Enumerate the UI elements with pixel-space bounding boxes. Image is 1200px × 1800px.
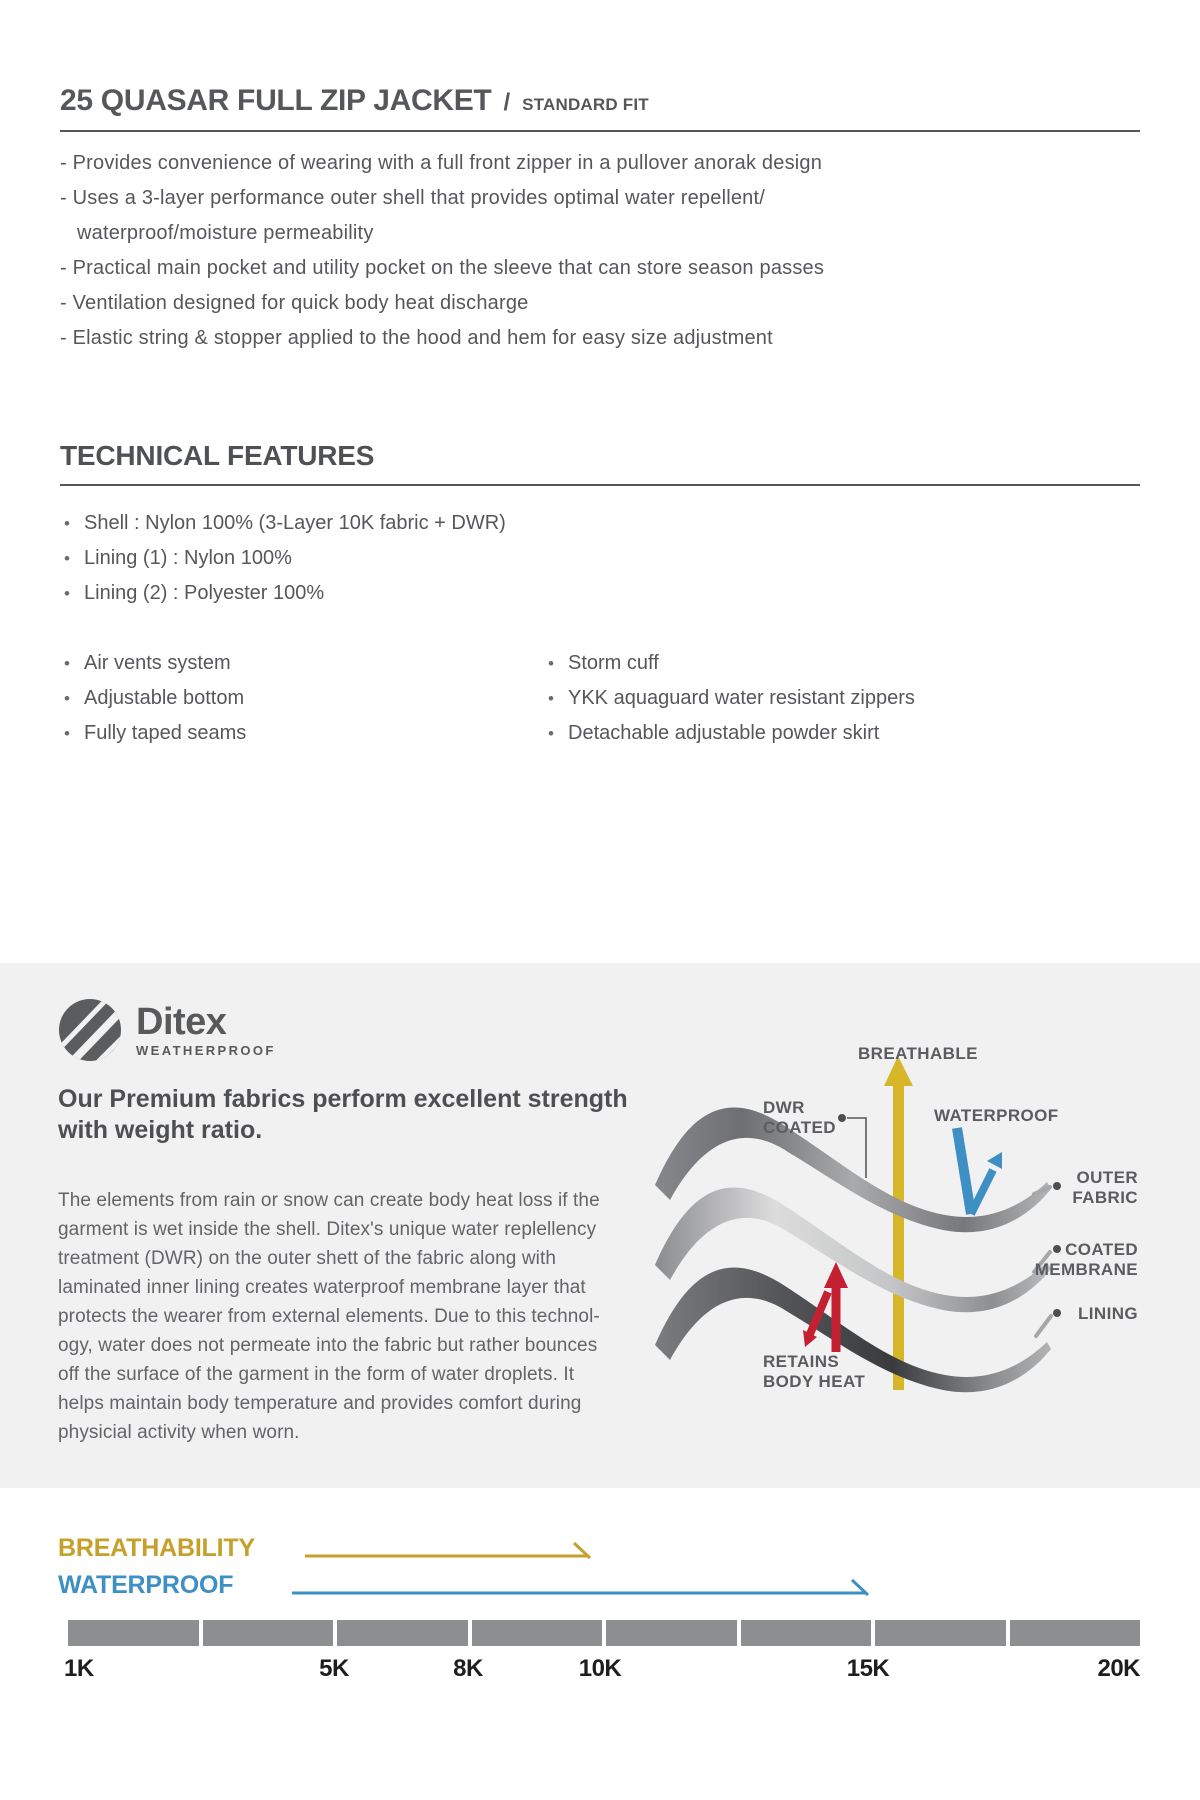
- material-item: • Shell : Nylon 100% (3-Layer 10K fabric + DWR): [64, 506, 506, 541]
- label-dwr-line1: DWR: [763, 1098, 805, 1117]
- label-coated-membrane: [1035, 1240, 1138, 1280]
- paragraph-line: laminated inner lining creates waterproof membrane layer that: [58, 1277, 586, 1298]
- premium-heading-line2: with weight ratio.: [58, 1116, 263, 1144]
- feature-item: • Air vents system: [64, 646, 548, 681]
- feature-item: • Storm cuff: [548, 646, 915, 681]
- technical-features-header: [60, 440, 1140, 486]
- ditex-logo-icon: [58, 998, 122, 1062]
- scale-pointer-lines: [0, 1520, 1200, 1620]
- ditex-logo: [58, 998, 276, 1062]
- ditex-logo-text: [136, 1000, 276, 1058]
- scale-tick-5k: 5K: [319, 1655, 349, 1682]
- premium-heading: [58, 1084, 628, 1146]
- paragraph-line: helps maintain body temperature and provides comfort during: [58, 1393, 582, 1414]
- label-retains-line2: BODY HEAT: [763, 1372, 866, 1391]
- scale-segment: [68, 1620, 199, 1646]
- scale-tick-20k: 20K: [1097, 1655, 1140, 1682]
- paragraph-line: off the surface of the garment in the form of water droplets. It: [58, 1364, 575, 1385]
- premium-heading-line1: Our Premium fabrics perform excellent strength: [58, 1085, 628, 1113]
- scale-segment: [875, 1620, 1006, 1646]
- brand-subtitle: WEATHERPROOF: [136, 1042, 276, 1058]
- scale-segment: [741, 1620, 872, 1646]
- materials-list: [64, 506, 506, 611]
- label-dwr-line2: COATED: [763, 1118, 836, 1137]
- intro-line: - Provides convenience of wearing with a full front zipper in a pullover anorak design: [60, 152, 823, 174]
- label-retains-line1: RETAINS: [763, 1352, 840, 1371]
- section-title: TECHNICAL FEATURES: [60, 440, 375, 471]
- fit-label: STANDARD FIT: [522, 95, 649, 114]
- scale-tick-10k: 10K: [578, 1655, 622, 1682]
- scale-segment: [606, 1620, 737, 1646]
- product-header: [60, 84, 1140, 132]
- label-lining: LINING: [1077, 1304, 1138, 1323]
- waterproof-label: WATERPROOF: [58, 1571, 234, 1599]
- label-outer-line2: FABRIC: [1072, 1188, 1138, 1207]
- paragraph-line: ogy, water does not permeate into the fabric but rather bounces: [58, 1335, 598, 1356]
- breathable-arrow-shaft: [893, 1078, 904, 1390]
- feature-item: • Fully taped seams: [64, 716, 548, 751]
- label-waterproof: WATERPROOF: [934, 1106, 1059, 1125]
- label-dwr-coated: [763, 1098, 836, 1138]
- label-outer-fabric: [1072, 1168, 1138, 1208]
- intro-line: - Uses a 3-layer performance outer shell that provides optimal water repellent/: [60, 187, 766, 209]
- feature-columns: [64, 646, 1144, 751]
- label-breathable: BREATHABLE: [858, 1044, 978, 1063]
- material-item: • Lining (2) : Polyester 100%: [64, 576, 506, 611]
- label-membrane-line2: MEMBRANE: [1034, 1260, 1138, 1279]
- fabric-layers-diagram: [600, 1030, 1200, 1410]
- paragraph-line: treatment (DWR) on the outer shett of the fabric along with: [58, 1248, 557, 1269]
- label-outer-line1: OUTER: [1076, 1168, 1138, 1187]
- scale-segment: [337, 1620, 468, 1646]
- brand-name: Ditex: [136, 1000, 227, 1043]
- breathability-label: BREATHABILITY: [58, 1534, 255, 1562]
- scale-segment: [472, 1620, 603, 1646]
- intro-line: - Elastic string & stopper applied to the hood and hem for easy size adjustment: [60, 327, 773, 349]
- technology-paragraph: [58, 1186, 600, 1447]
- material-item: • Lining (1) : Nylon 100%: [64, 541, 506, 576]
- scale-tick-15k: 15K: [846, 1655, 890, 1682]
- feature-column-left: [64, 646, 548, 751]
- intro-feature-list: [60, 146, 824, 356]
- label-retains-body-heat: [763, 1352, 865, 1392]
- scale-segment: [1010, 1620, 1141, 1646]
- feature-item: • YKK aquaguard water resistant zippers: [548, 681, 915, 716]
- waterproof-arrow: [957, 1128, 1002, 1214]
- feature-item: • Detachable adjustable powder skirt: [548, 716, 915, 751]
- paragraph-line: garment is wet inside the shell. Ditex's unique water replellency: [58, 1219, 597, 1240]
- title-separator: /: [503, 89, 511, 116]
- rating-scale-bar: [68, 1620, 1140, 1646]
- paragraph-line: physicial activity when worn.: [58, 1422, 300, 1443]
- intro-line: - Practical main pocket and utility pocket on the sleeve that can store season passes: [60, 257, 825, 279]
- scale-tick-1k: 1K: [64, 1655, 94, 1682]
- scale-segment: [203, 1620, 334, 1646]
- scale-tick-8k: 8K: [453, 1655, 483, 1682]
- intro-line: - Ventilation designed for quick body heat discharge: [60, 292, 529, 314]
- paragraph-line: The elements from rain or snow can create body heat loss if the: [58, 1190, 600, 1211]
- feature-column-right: [548, 646, 915, 751]
- paragraph-line: protects the wearer from external elements. Due to this technol-: [58, 1306, 600, 1327]
- label-membrane-line1: COATED: [1065, 1240, 1138, 1259]
- feature-item: • Adjustable bottom: [64, 681, 548, 716]
- page-title: 25 QUASAR FULL ZIP JACKET: [60, 84, 492, 117]
- intro-line-continuation: waterproof/moisture permeability: [77, 222, 374, 244]
